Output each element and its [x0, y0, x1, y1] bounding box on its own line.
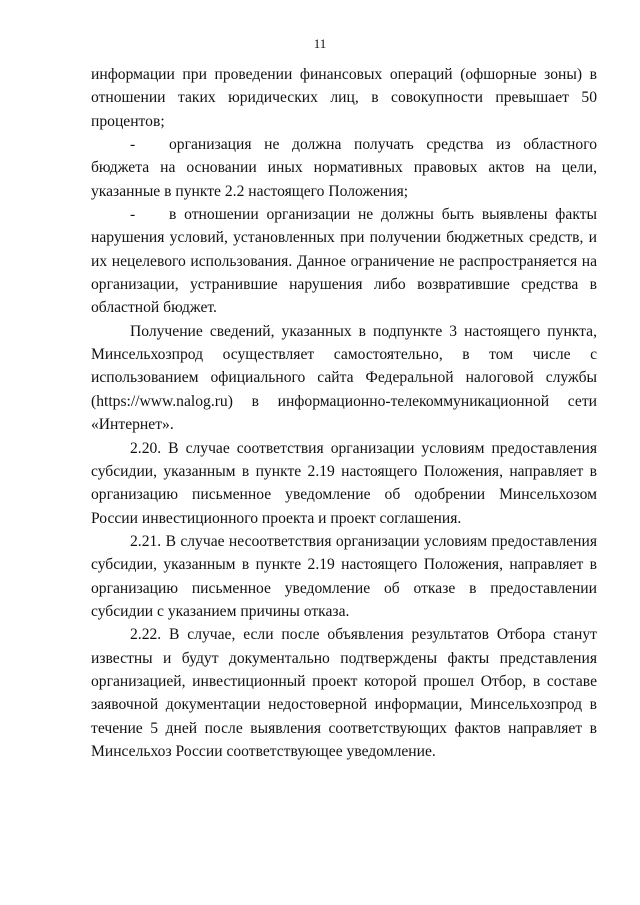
- paragraph-2-20: 2.20. В случае соответствия организации условиям предоставления субсидии, указанным в пункте 2.19 настоящего Положения, направляет в организацию письменное уведомление об одобрении Минсельхозом России инвестиционного проекта и проект соглашения.: [91, 439, 597, 527]
- bullet-dash: -: [130, 136, 136, 154]
- page-number: 11: [313, 36, 327, 51]
- paragraph-2-21: 2.21. В случае несоответствия организации условиям предоставления субсидии, указанным в пункте 2.19 настоящего Положения, направляет в организацию письменное уведомление об отказе в предоставлении субсидии с указанием причины отказа.: [91, 532, 597, 620]
- bullet-dash: -: [130, 206, 136, 224]
- bullet-item-text: организация не должна получать средства из областного бюджета на основании иных нормативных правовых актов на цели, указанные в пункте 2.2 настоящего Положения;: [91, 136, 597, 200]
- bullet-item-text: в отношении организации не должны быть выявлены факты нарушения условий, установленных при получении бюджетных средств, и их нецелевого использования. Данное ограничение не распространяется на организации, устранившие нарушения либо возвратившие средства в областной бюджет.: [91, 206, 597, 317]
- paragraph-2-22: 2.22. В случае, если после объявления результатов Отбора станут известны и будут документально подтверждены факты представления организацией, инвестиционный проект которой прошел Отбор, в составе заявочной документации недостоверной информации, Минсельхозпрод в течение 5 дней после выявления соответствующих фактов направляет в Минсельхоз России соответствующее уведомление.: [91, 626, 597, 760]
- paragraph-information-sources: Получение сведений, указанных в подпункте 3 настоящего пункта, Минсельхозпрод осуществляет самостоятельно, в том числе с использованием официального сайта Федеральной налоговой службы (https://www.nalog.ru) в информационно-телекоммуникационной сети «Интернет».: [91, 322, 597, 434]
- document-body: [91, 63, 597, 763]
- paragraph-continuation: информации при проведении финансовых операций (офшорные зоны) в отношении таких юридических лиц, в совокупности превышает 50 процентов;: [91, 66, 597, 130]
- bullet-item-budget-funds: [91, 133, 597, 203]
- bullet-item-violations: [91, 203, 597, 320]
